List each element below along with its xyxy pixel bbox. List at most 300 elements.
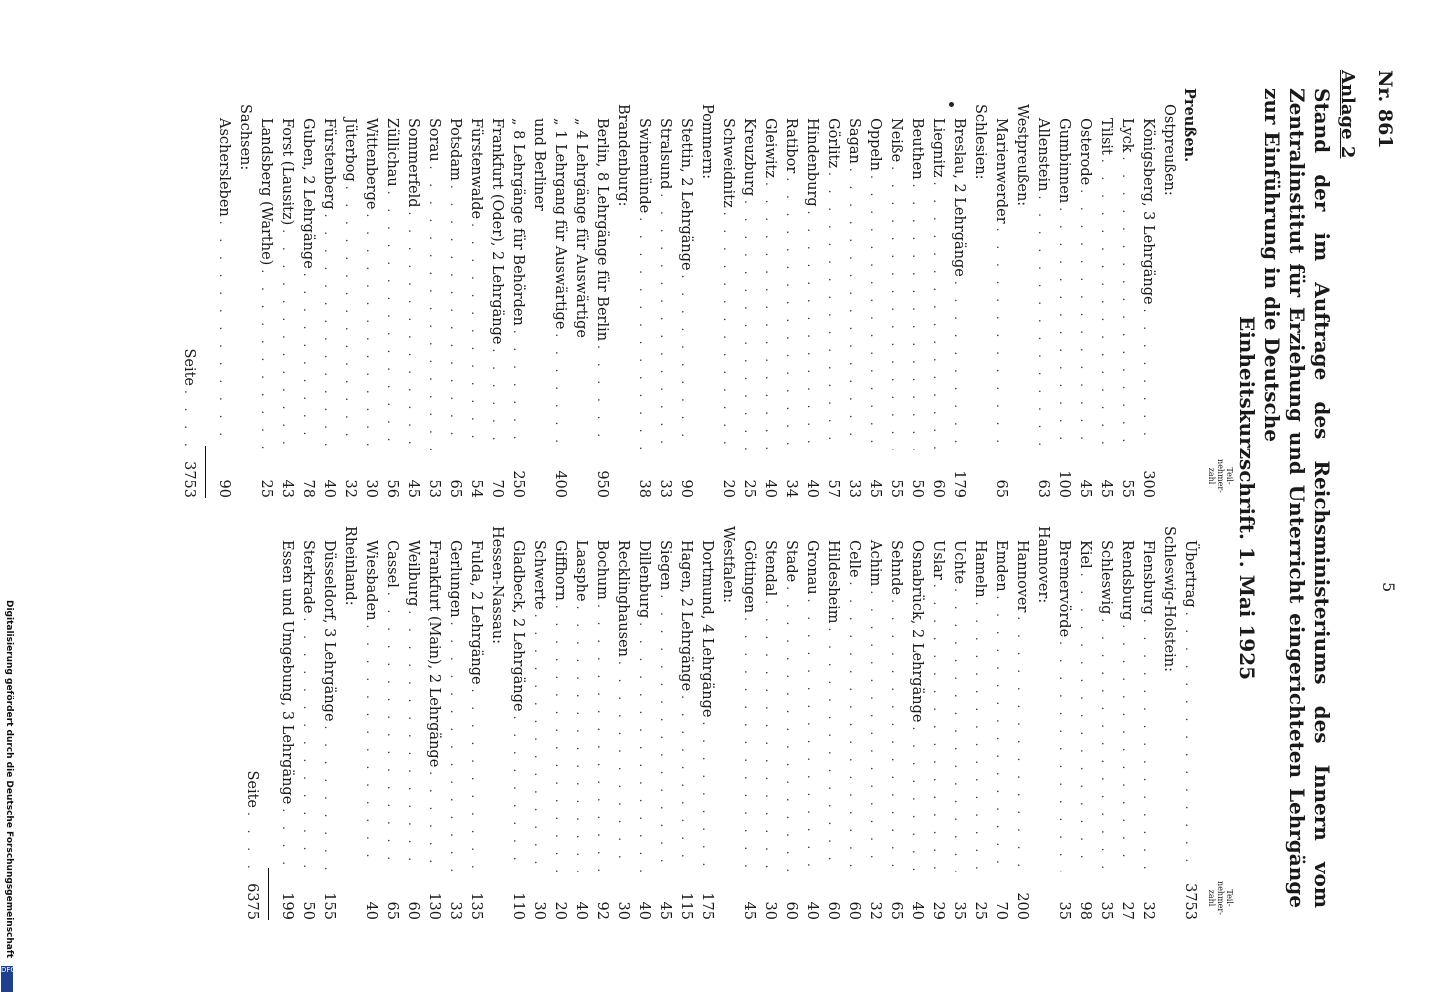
leader-dots <box>864 175 885 450</box>
table-row <box>528 510 549 920</box>
title-line-1: Stand der im Auftrage des Reichsministeriums des Innern vom Zentralinstitut für <box>1285 88 1334 908</box>
table-row <box>633 88 654 498</box>
participants-header: Teil-nehmer-zahl <box>1207 459 1234 493</box>
participant-count: 65 <box>993 479 1009 498</box>
table-row <box>1011 88 1032 498</box>
table-row <box>465 510 486 920</box>
participant-count: 50 <box>909 479 925 498</box>
participant-count: 45 <box>405 479 421 498</box>
place-name: Lyck <box>1119 118 1135 153</box>
table-row <box>255 88 276 498</box>
table-row <box>654 88 675 498</box>
place-name: Aschersleben <box>216 118 232 217</box>
leader-dots <box>822 628 843 872</box>
participant-count: 40 <box>909 901 925 920</box>
participant-count: 45 <box>1077 479 1093 498</box>
table-row <box>381 510 402 920</box>
right-sum-rule <box>262 510 276 920</box>
table-row <box>1095 510 1116 920</box>
table-row <box>675 510 696 920</box>
right-sum-row <box>241 510 262 920</box>
table-row <box>423 510 444 920</box>
place-name: Sagan <box>846 118 862 164</box>
place-name: Stade <box>783 540 799 583</box>
participant-count: 55 <box>1119 479 1135 498</box>
left-sum-label: Seite <box>181 348 197 386</box>
leader-dots <box>1179 612 1200 872</box>
table-row <box>843 88 864 498</box>
place-name: Cassel <box>384 540 400 588</box>
place-name: Kreuzburg <box>741 118 757 197</box>
leader-dots <box>969 602 990 872</box>
place-name: „ 4 Lehrgänge für Auswärtige <box>573 118 589 338</box>
page-header <box>1337 70 1398 940</box>
participant-count: 30 <box>531 901 547 920</box>
participant-count: 25 <box>258 479 274 498</box>
table-row <box>549 510 570 920</box>
table-row <box>927 510 948 920</box>
leader-dots <box>717 212 738 450</box>
table-row <box>549 88 570 498</box>
participant-count: 57 <box>825 479 841 498</box>
left-sum-row <box>178 88 199 498</box>
participant-count: 65 <box>384 901 400 920</box>
participant-count: 100 <box>1056 470 1072 498</box>
leader-dots <box>1095 618 1116 872</box>
participant-count: 60 <box>783 901 799 920</box>
participant-count: 35 <box>1098 901 1114 920</box>
leader-dots <box>1053 207 1074 450</box>
table-row <box>822 510 843 920</box>
leader-dots <box>633 622 654 872</box>
leader-dots <box>780 586 801 872</box>
participant-count: 29 <box>930 901 946 920</box>
leader-dots <box>276 808 297 872</box>
table-row <box>423 88 444 498</box>
table-row <box>801 510 822 920</box>
participant-count: 3753 <box>1182 883 1198 920</box>
table-row <box>990 510 1011 920</box>
document-number: Nr. 861 <box>1374 70 1396 149</box>
place-name: Wittenberge <box>363 118 379 210</box>
table-row <box>1137 88 1158 498</box>
leader-dots <box>948 588 969 872</box>
participant-count: 45 <box>657 901 673 920</box>
place-name: Gleiwitz <box>762 118 778 178</box>
leader-dots <box>906 726 927 872</box>
left-sum-rule <box>199 88 213 498</box>
place-name: Neiße <box>888 118 904 163</box>
table-row <box>465 88 486 498</box>
table-row <box>696 510 717 920</box>
leader-dots <box>465 223 486 450</box>
leader-dots <box>927 584 948 872</box>
place-name: Weilburg <box>405 540 421 607</box>
leader-dots <box>318 214 339 450</box>
table-row <box>444 88 465 498</box>
place-name: Uchte <box>951 540 967 585</box>
table-row <box>654 510 675 920</box>
place-name: Tilsit <box>1098 118 1114 155</box>
table-row <box>591 88 612 498</box>
participant-count: 400 <box>552 470 568 498</box>
table-row <box>276 88 297 498</box>
participant-count: 27 <box>1119 901 1135 920</box>
participant-count: 30 <box>363 479 379 498</box>
place-name: Hannover <box>1014 540 1030 613</box>
participant-count: 45 <box>867 479 883 498</box>
place-name: Schleswig <box>1098 540 1114 615</box>
participant-count: 30 <box>615 901 631 920</box>
participant-count: 60 <box>405 901 421 920</box>
place-name: Bremervörde <box>1056 540 1072 638</box>
place-name: Übertrag <box>1182 540 1198 608</box>
place-name: Gumbinnen <box>1056 118 1072 204</box>
participant-count: 60 <box>930 479 946 498</box>
leader-dots <box>360 214 381 450</box>
table-row <box>675 88 696 498</box>
table-row <box>1074 88 1095 498</box>
table-row <box>906 510 927 920</box>
participant-count: 45 <box>741 901 757 920</box>
ink-mark <box>949 102 954 107</box>
participant-count: 135 <box>468 892 484 920</box>
table-row <box>318 88 339 498</box>
table-row <box>948 510 969 920</box>
table-row <box>633 510 654 920</box>
place-name: Osnabrück, 2 Lehrgänge <box>909 540 925 723</box>
place-name: Uslar <box>930 540 946 580</box>
place-name: Hagen, 2 Lehrgänge <box>678 540 694 692</box>
leader-dots <box>654 193 675 450</box>
leader-dots <box>1137 619 1158 872</box>
right-sum-label: Seite <box>244 770 260 808</box>
place-name: Sachsen: <box>237 104 253 171</box>
document-title <box>1234 88 1334 908</box>
table-row <box>1158 88 1179 498</box>
left-sum-dots <box>178 390 199 450</box>
leader-dots <box>465 689 486 872</box>
leader-dots <box>906 184 927 450</box>
leader-dots <box>927 182 948 450</box>
place-name: Rheinland: <box>342 526 358 606</box>
place-name: Hameln <box>972 540 988 598</box>
participant-count: 40 <box>804 479 820 498</box>
place-name: Jüterbog <box>342 118 358 182</box>
table-row <box>780 88 801 498</box>
place-name: Stralsund <box>657 118 673 190</box>
table-row <box>1116 88 1137 498</box>
table-row <box>591 510 612 920</box>
leader-dots <box>1011 616 1032 872</box>
place-name: Westfalen: <box>720 526 736 604</box>
leader-dots <box>822 172 843 450</box>
attachment-label: Anlage 2 <box>1337 70 1358 159</box>
table-row <box>570 88 591 498</box>
table-row <box>1074 510 1095 920</box>
leader-dots <box>1116 156 1137 450</box>
table-row <box>717 88 738 498</box>
table-row <box>1032 88 1053 498</box>
participant-count: 20 <box>552 901 568 920</box>
participant-count: 179 <box>951 470 967 498</box>
leader-dots <box>675 275 696 450</box>
place-name: Hildesheim <box>825 540 841 624</box>
leader-dots <box>738 617 759 872</box>
table-row <box>507 88 528 498</box>
table-row <box>213 88 234 498</box>
place-name: Breslau, 2 Lehrgänge <box>951 118 967 277</box>
table-row <box>1116 510 1137 920</box>
leader-dots <box>213 221 234 450</box>
place-name: Gerlungen <box>447 540 463 618</box>
table-row <box>486 510 507 920</box>
leader-dots <box>654 594 675 872</box>
leader-dots <box>549 333 570 450</box>
leader-dots <box>381 592 402 872</box>
place-name: Ratibor <box>783 118 799 174</box>
right-column <box>241 510 1234 920</box>
place-name: Stendal <box>762 540 778 597</box>
leader-dots <box>1053 641 1074 872</box>
table-row <box>696 88 717 498</box>
leader-dots <box>885 166 906 450</box>
place-name: Wiesbaden <box>363 540 379 621</box>
place-name: Schwerte <box>531 540 547 610</box>
participant-count: 90 <box>678 479 694 498</box>
table-row <box>738 88 759 498</box>
leader-dots <box>948 281 969 450</box>
table-row <box>843 510 864 920</box>
participant-count: 50 <box>300 901 316 920</box>
participant-count: 110 <box>510 892 526 920</box>
participant-count: 300 <box>1140 470 1156 498</box>
participant-count: 40 <box>573 901 589 920</box>
table-row <box>360 510 381 920</box>
place-name: Westpreußen: <box>1014 104 1030 207</box>
leader-dots <box>402 610 423 872</box>
table-row <box>759 88 780 498</box>
participant-count: 78 <box>300 479 316 498</box>
table-row <box>885 88 906 498</box>
place-name: Oppeln <box>867 118 883 172</box>
leader-dots <box>360 624 381 872</box>
participant-count: 65 <box>888 901 904 920</box>
dfg-logo: DFG <box>1 966 13 992</box>
place-name: Frankfurt (Main), 2 Lehrgänge <box>426 540 442 768</box>
table-row <box>360 88 381 498</box>
participant-count: 70 <box>489 479 505 498</box>
place-name: Gladbeck, 2 Lehrgänge <box>510 540 526 712</box>
leader-dots <box>1074 189 1095 450</box>
place-name: Achim <box>867 540 883 587</box>
table-row <box>885 510 906 920</box>
place-name: Fulda, 2 Lehrgänge <box>468 540 484 685</box>
leader-dots <box>549 605 570 872</box>
place-name: Recklinghausen <box>615 540 631 657</box>
participant-count: 70 <box>993 901 1009 920</box>
table-row <box>1032 510 1053 920</box>
leader-dots <box>591 345 612 450</box>
participant-count: 90 <box>216 479 232 498</box>
leader-dots <box>381 191 402 450</box>
participant-count: 33 <box>846 479 862 498</box>
leader-dots <box>1032 196 1053 451</box>
place-name: Schleswig-Holstein: <box>1161 526 1177 673</box>
place-name: Fürstenberg <box>321 118 337 210</box>
participant-count: 25 <box>972 901 988 920</box>
table-row <box>381 88 402 498</box>
participant-count: 25 <box>741 479 757 498</box>
right-sum-dots <box>241 812 262 872</box>
participant-count: 60 <box>825 901 841 920</box>
leader-dots <box>885 599 906 872</box>
place-name: und Berliner <box>531 118 547 211</box>
participant-count: 40 <box>636 901 652 920</box>
leader-dots <box>675 695 696 872</box>
place-name: Brandenburg: <box>615 104 631 207</box>
place-name: Göttingen <box>741 540 757 614</box>
table-row <box>402 510 423 920</box>
participant-count: 155 <box>321 892 337 920</box>
place-name: Rendsburg <box>1119 540 1135 621</box>
leader-dots <box>759 182 780 450</box>
table-row <box>318 510 339 920</box>
leader-dots <box>633 217 654 450</box>
participant-count: 43 <box>279 479 295 498</box>
participant-count: 38 <box>636 479 652 498</box>
table-row <box>507 510 528 920</box>
place-name: Dortmund, 4 Lehrgänge <box>699 540 715 718</box>
leader-dots <box>444 185 465 450</box>
table-row <box>864 510 885 920</box>
leader-dots <box>843 582 864 872</box>
place-name: Flensburg <box>1140 540 1156 615</box>
table-row <box>486 88 507 498</box>
leader-dots <box>318 726 339 872</box>
leader-dots <box>423 771 444 872</box>
table-row <box>402 88 423 498</box>
leader-dots <box>801 599 822 872</box>
participant-count: 92 <box>594 901 610 920</box>
table-row <box>1053 88 1074 498</box>
participants-header: Teil-nehmer-zahl <box>1207 881 1234 915</box>
place-name: Düsseldorf, 3 Lehrgänge <box>321 540 337 722</box>
participant-count: 35 <box>951 901 967 920</box>
place-name: Potsdam <box>447 118 463 181</box>
leader-dots <box>591 604 612 872</box>
table-row <box>1095 88 1116 498</box>
participant-count: 30 <box>762 901 778 920</box>
place-name: Görlitz <box>825 118 841 168</box>
table-row <box>339 88 360 498</box>
participant-count: 35 <box>1056 901 1072 920</box>
place-name: Dillenburg <box>636 540 652 619</box>
table-row <box>339 510 360 920</box>
table-row <box>570 510 591 920</box>
table-row <box>759 510 780 920</box>
participant-count: 45 <box>1098 479 1114 498</box>
table-row <box>1158 510 1179 920</box>
participant-count: 40 <box>762 479 778 498</box>
place-name: Berlin, 8 Lehrgänge für Berlin <box>594 118 610 342</box>
table-row <box>927 88 948 498</box>
table-row <box>1011 510 1032 920</box>
place-name: Osterode <box>1077 118 1093 186</box>
participant-count: 56 <box>384 479 400 498</box>
leader-dots <box>990 596 1011 872</box>
leader-dots <box>528 614 549 872</box>
place-name: Hannover: <box>1035 526 1051 604</box>
participant-count: 98 <box>1077 901 1093 920</box>
place-name: Sterkrade <box>300 540 316 614</box>
participant-count: 54 <box>468 479 484 498</box>
place-name: Allenstein <box>1035 118 1051 192</box>
participant-count: 33 <box>447 901 463 920</box>
right-sum-value: 6375 <box>244 883 260 920</box>
table-row <box>297 88 318 498</box>
participant-count: 60 <box>846 901 862 920</box>
right-rows <box>276 510 1200 920</box>
place-name: Schlesien: <box>972 104 988 180</box>
leader-dots <box>255 269 276 450</box>
participant-count: 63 <box>1035 479 1051 498</box>
leader-dots <box>612 661 633 872</box>
place-name: Sehnde <box>888 540 904 596</box>
participant-count: 250 <box>510 470 526 498</box>
place-name: „ 1 Lehrgang für Auswärtige <box>552 118 568 330</box>
leader-dots <box>276 229 297 450</box>
place-name: Stettin, 2 Lehrgänge <box>678 118 694 271</box>
leader-dots <box>297 273 318 450</box>
leader-dots <box>801 211 822 450</box>
place-name: Schweidnitz <box>720 118 736 208</box>
leader-dots <box>570 606 591 872</box>
leader-dots <box>444 622 465 872</box>
participant-count: 65 <box>447 479 463 498</box>
table-row <box>990 88 1011 498</box>
table-row <box>906 88 927 498</box>
place-name: Königsberg, 3 Lehrgänge <box>1140 118 1156 305</box>
place-name: Pommern: <box>699 104 715 180</box>
participant-count: 32 <box>867 901 883 920</box>
table-row <box>528 88 549 498</box>
right-column-header <box>1200 510 1234 920</box>
table-row <box>1053 510 1074 920</box>
place-name: Emden <box>993 540 1009 592</box>
participant-count: 199 <box>279 892 295 920</box>
leader-dots <box>864 590 885 872</box>
place-name: Siegen <box>657 540 673 591</box>
place-name: Beuthen <box>909 118 925 180</box>
leader-dots <box>423 166 444 450</box>
title-line-3: Einheitskurzschrift. 1. Mai 1925 <box>1235 315 1259 681</box>
leader-dots <box>759 600 780 872</box>
left-column <box>178 88 1234 498</box>
place-name: Gronau <box>804 540 820 595</box>
table-row <box>948 88 969 498</box>
place-name: Giffhorn <box>552 540 568 601</box>
page-number: 5 <box>1379 582 1398 593</box>
place-name: Landsberg (Warthe) <box>258 118 274 266</box>
place-name: Hessen-Nassau: <box>489 526 505 645</box>
leader-dots <box>990 228 1011 450</box>
table-row <box>969 510 990 920</box>
place-name: Sorau <box>426 118 442 162</box>
place-name: Sommerfeld <box>405 118 421 208</box>
left-sum-value: 3753 <box>181 461 197 498</box>
participant-count: 115 <box>678 892 694 920</box>
